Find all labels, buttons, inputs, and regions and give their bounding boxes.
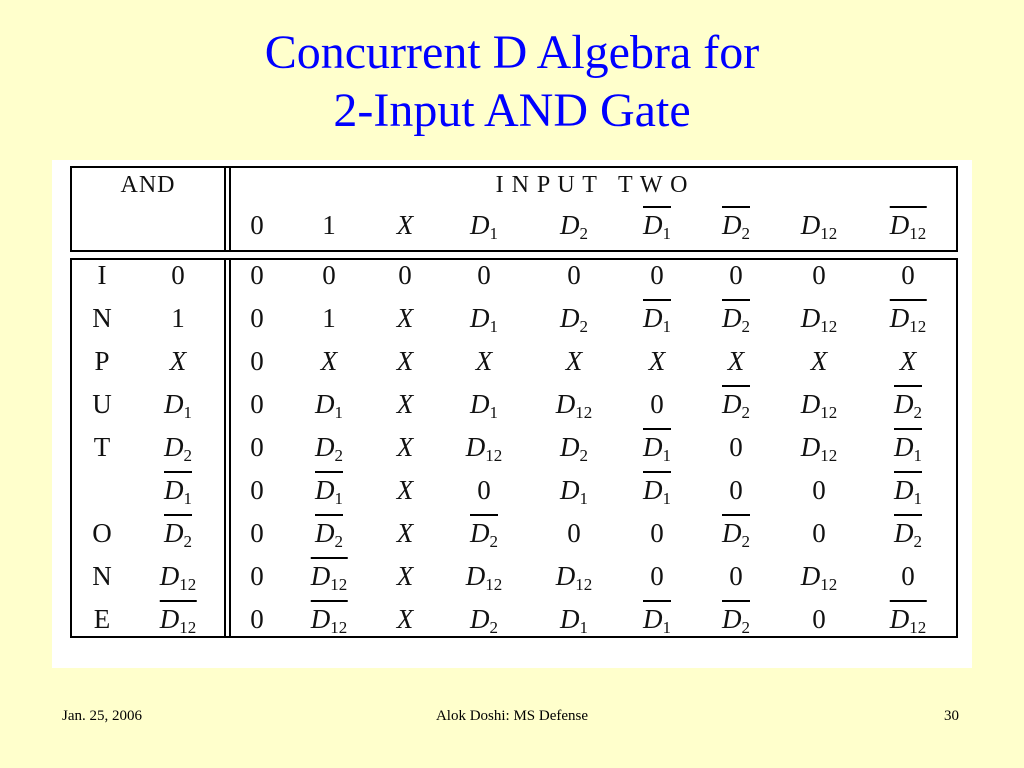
- table-cell: 0: [812, 604, 826, 634]
- table-cell: $D_2$: [560, 303, 588, 336]
- table-cell: 0: [322, 260, 336, 290]
- table-cell: $D_1$: [643, 475, 671, 514]
- table-cell: $D_{12}$: [800, 303, 838, 336]
- table-cell: 1: [322, 303, 336, 333]
- table-cell: 0: [901, 561, 915, 591]
- table-cell: $D_{12}$: [800, 561, 838, 594]
- table-cell: X: [396, 518, 414, 548]
- input-one-letter: P: [94, 346, 110, 376]
- table-cell: $D_1$: [643, 604, 671, 643]
- table-cell: 0: [729, 561, 743, 591]
- table-cell: $D_2$: [470, 604, 498, 637]
- table-cell: 0: [650, 389, 664, 419]
- input-two-label: I N P U T T W O: [495, 172, 689, 198]
- column-header: $D_{12}$: [890, 210, 927, 249]
- separator-line: [229, 258, 231, 636]
- table-cell: X: [899, 346, 917, 376]
- column-header: $D_1$: [643, 210, 671, 249]
- row-header: $D_1$: [164, 475, 192, 514]
- table-cell: $D_1$: [470, 303, 498, 336]
- table-cell: $D_{12}$: [890, 604, 927, 643]
- column-header: 1: [322, 210, 336, 240]
- column-header: $D_2$: [560, 210, 588, 243]
- table-cell: 0: [901, 260, 915, 290]
- title-line-1: Concurrent D Algebra for: [264, 26, 760, 79]
- table-cell: X: [810, 346, 828, 376]
- table-cell: X: [396, 475, 414, 505]
- table-cell: 0: [250, 475, 264, 505]
- title-line-2: 2-Input AND Gate: [333, 84, 691, 137]
- table-cell: $D_2$: [315, 432, 343, 465]
- table-cell: 0: [729, 475, 743, 505]
- table-cell: X: [396, 604, 414, 634]
- table-cell: $D_{12}$: [890, 303, 927, 342]
- separator-line: [224, 258, 226, 636]
- table-cell: $D_2$: [560, 432, 588, 465]
- table-cell: $D_{12}$: [311, 561, 348, 600]
- footer-center: Alok Doshi: MS Defense: [435, 708, 589, 724]
- table-cell: 0: [650, 260, 664, 290]
- column-header: 0: [250, 210, 264, 240]
- row-header: $D_2$: [164, 518, 192, 557]
- column-header: $D_2$: [722, 210, 750, 249]
- table-cell: $D_1$: [560, 475, 588, 508]
- table-cell: 0: [477, 475, 491, 505]
- table-cell: $D_{12}$: [465, 432, 503, 465]
- table-cell: $D_{12}$: [465, 561, 503, 594]
- input-one-letter: O: [92, 518, 112, 548]
- table-cell: X: [475, 346, 493, 376]
- input-one-letter: E: [93, 604, 111, 634]
- table-cell: 0: [398, 260, 412, 290]
- table-cell: X: [396, 561, 414, 591]
- table-cell: $D_{12}$: [800, 389, 838, 422]
- table-cell: 0: [729, 260, 743, 290]
- table-cell: 0: [812, 475, 826, 505]
- separator-line: [224, 166, 226, 250]
- table-cell: $D_1$: [643, 432, 671, 471]
- table-cell: $D_1$: [894, 432, 922, 471]
- row-header: $D_1$: [164, 389, 192, 422]
- column-header: X: [396, 210, 414, 240]
- table-cell: $D_2$: [722, 604, 750, 643]
- table-cell: 0: [250, 389, 264, 419]
- table-cell: 0: [250, 260, 264, 290]
- table-cell: $D_1$: [315, 475, 343, 514]
- input-one-letter: U: [92, 389, 112, 419]
- table-cell: $D_2$: [722, 303, 750, 342]
- footer-date: Jan. 25, 2006: [62, 708, 142, 724]
- row-header: $D_{12}$: [160, 604, 197, 643]
- table-cell: 0: [729, 432, 743, 462]
- table-cell: $D_{12}$: [800, 432, 838, 465]
- table-cell: X: [565, 346, 583, 376]
- input-one-letter: N: [92, 561, 112, 591]
- table-cell: $D_2$: [722, 518, 750, 557]
- row-header: 1: [171, 303, 185, 333]
- table-cell: 0: [650, 561, 664, 591]
- table-cell: X: [727, 346, 745, 376]
- row-header: 0: [171, 260, 185, 290]
- table-cell: 0: [477, 260, 491, 290]
- row-header: $D_{12}$: [159, 561, 197, 594]
- table-cell: X: [396, 303, 414, 333]
- table-cell: X: [396, 346, 414, 376]
- table-cell: $D_{12}$: [555, 561, 593, 594]
- table-cell: $D_1$: [894, 475, 922, 514]
- column-header: $D_{12}$: [800, 210, 838, 243]
- table-cell: $D_1$: [643, 303, 671, 342]
- table-cell: 0: [650, 518, 664, 548]
- table-cell: 0: [250, 561, 264, 591]
- table-cell: $D_2$: [315, 518, 343, 557]
- table-cell: X: [648, 346, 666, 376]
- table-cell: 0: [567, 260, 581, 290]
- table-cell: 0: [812, 518, 826, 548]
- table-cell: $D_2$: [722, 389, 750, 428]
- input-one-letter: N: [92, 303, 112, 333]
- column-header: $D_1$: [470, 210, 498, 243]
- input-one-letter: T: [93, 432, 111, 462]
- input-one-letter: I: [97, 260, 107, 290]
- table-cell: $D_1$: [470, 389, 498, 422]
- table-cell: 0: [250, 518, 264, 548]
- corner-label: AND: [120, 172, 176, 198]
- table-cell: 0: [250, 432, 264, 462]
- table-cell: $D_2$: [894, 518, 922, 557]
- table-cell: X: [320, 346, 338, 376]
- table-cell: $D_1$: [315, 389, 343, 422]
- table-cell: 0: [250, 346, 264, 376]
- separator-line: [229, 166, 231, 250]
- table-cell: 0: [250, 303, 264, 333]
- footer-page-number: 30: [944, 708, 959, 724]
- row-header: X: [169, 346, 187, 376]
- table-cell: $D_2$: [894, 389, 922, 428]
- table-cell: $D_1$: [560, 604, 588, 637]
- table-cell: $D_{12}$: [555, 389, 593, 422]
- table-cell: 0: [567, 518, 581, 548]
- slide-title: [0, 24, 1024, 140]
- table-cell: $D_2$: [470, 518, 498, 557]
- table-cell: X: [396, 389, 414, 419]
- table-cell: $D_{12}$: [311, 604, 348, 643]
- row-header: $D_2$: [164, 432, 192, 465]
- table-cell: 0: [812, 260, 826, 290]
- table-cell: X: [396, 432, 414, 462]
- table-cell: 0: [250, 604, 264, 634]
